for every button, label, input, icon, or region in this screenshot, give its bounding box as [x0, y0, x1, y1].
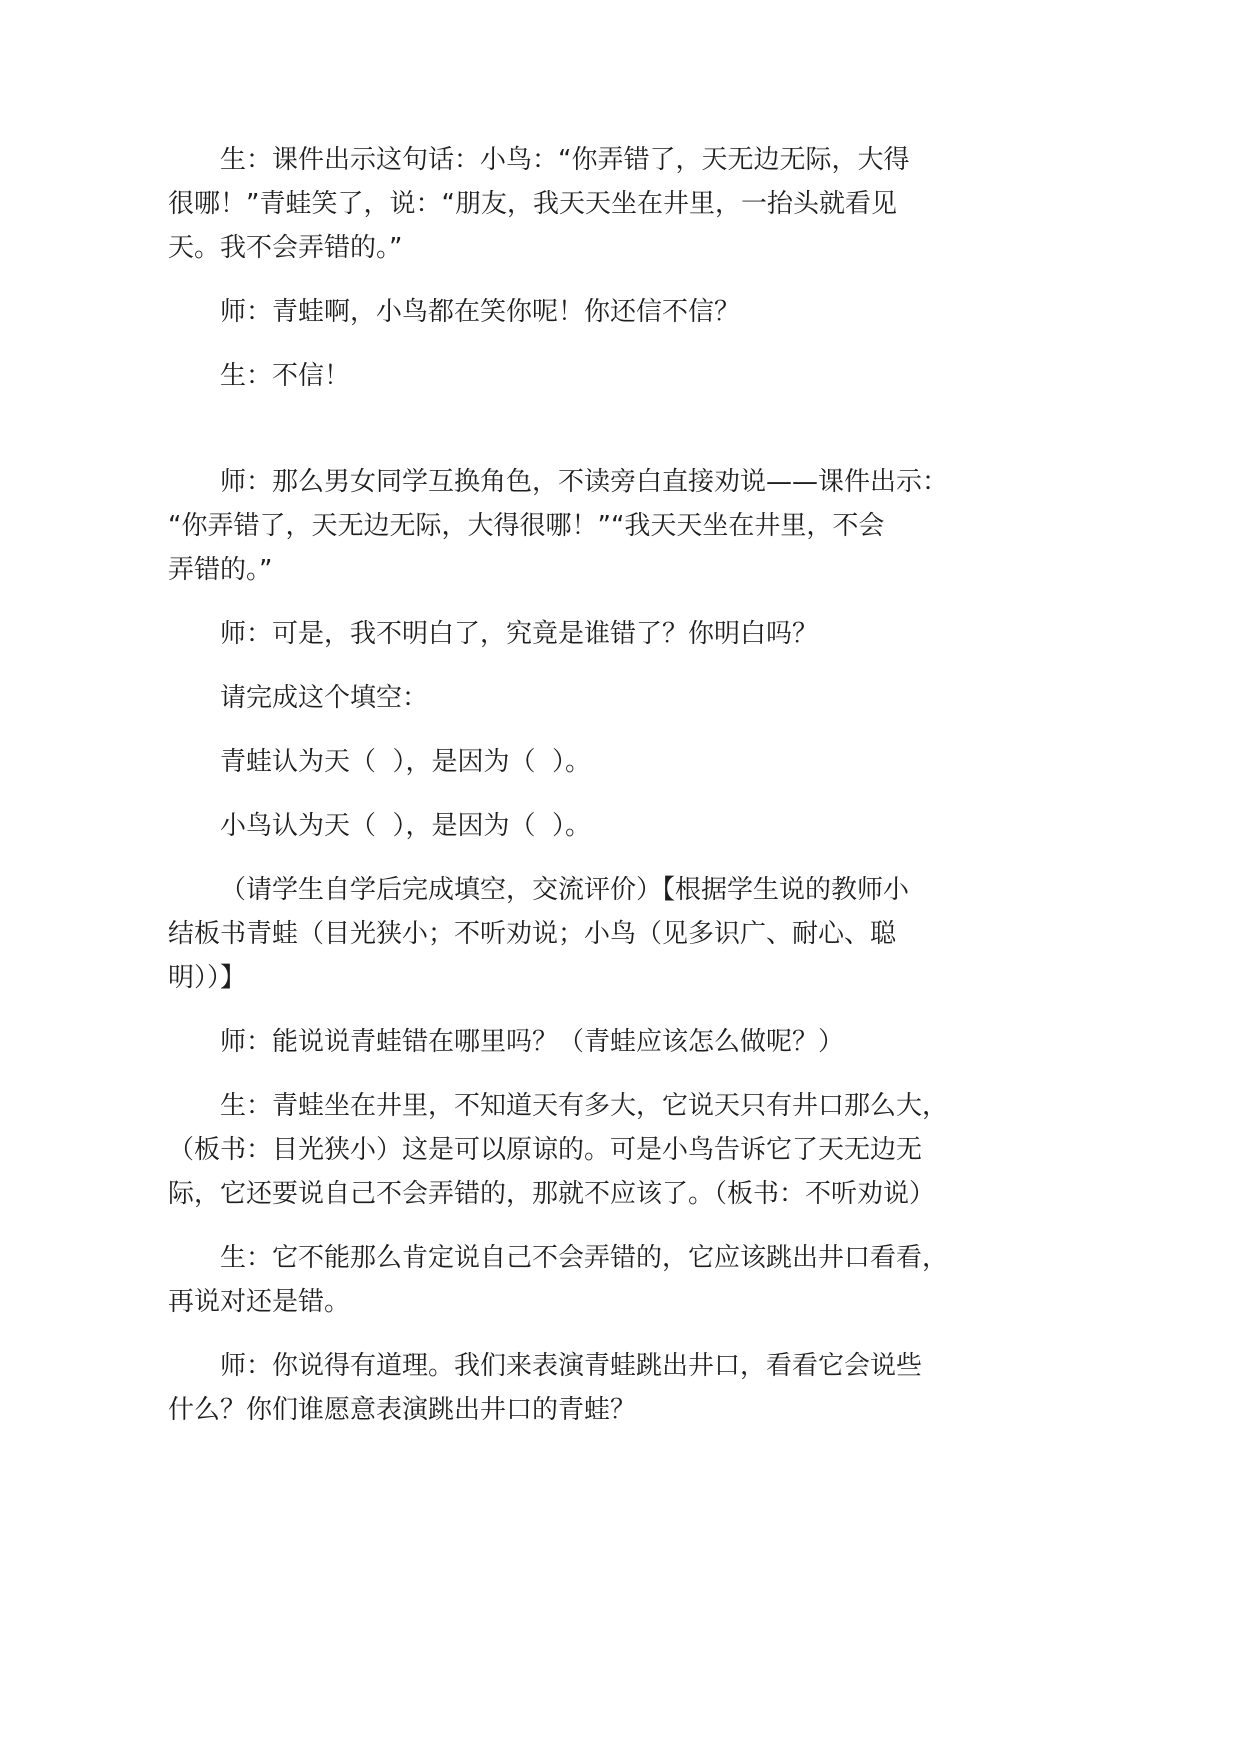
blank-line	[168, 418, 1241, 460]
text-line: （请学生自学后完成填空，交流评价）【根据学生说的教师小	[220, 875, 910, 905]
text-line: 什么？你们谁愿意表演跳出井口的青蛙？	[168, 1395, 637, 1425]
text-line: 师：你说得有道理。我们来表演青蛙跳出井口，看看它会说些	[220, 1351, 923, 1381]
text-line: 弄错的。”	[168, 555, 273, 585]
text-line: 生：它不能那么肯定说自己不会弄错的，它应该跳出井口看看，	[220, 1243, 949, 1273]
text-line: 师：那么男女同学互换角色，不读旁白直接劝说——课件出示：	[220, 467, 949, 497]
student-dialogue-paragraph	[168, 1236, 1241, 1324]
text-line: 小鸟认为天（ ），是因为（ ）。	[220, 811, 592, 841]
student-dialogue-paragraph	[168, 1084, 1241, 1216]
teacher-dialogue-paragraph	[168, 290, 1241, 334]
text-line: 明））】	[168, 963, 247, 993]
text-line: “你弄错了，天无边无际，大得很哪！”“我天天坐在井里，不会	[168, 511, 885, 541]
text-line: 青蛙认为天（ ），是因为（ ）。	[220, 747, 592, 777]
board-notes-paragraph	[168, 868, 1241, 1000]
teacher-dialogue-paragraph	[168, 1344, 1241, 1432]
text-line: 再说对还是错。	[168, 1287, 351, 1317]
fill-in-blank-item	[168, 804, 1241, 848]
text-line: 生：青蛙坐在井里，不知道天有多大，它说天只有井口那么大，	[220, 1091, 949, 1121]
text-line: 生：课件出示这句话：小鸟：“你弄错了，天无边无际，大得	[220, 145, 910, 175]
text-line: 结板书青蛙（目光狭小；不听劝说；小鸟（见多识广、耐心、聪	[168, 919, 897, 949]
student-dialogue-paragraph	[168, 354, 1241, 398]
fill-in-blank-item	[168, 740, 1241, 784]
text-line: 生：不信！	[220, 361, 351, 391]
text-line: 很哪！”青蛙笑了，说：“朋友，我天天坐在井里，一抬头就看见	[168, 189, 897, 219]
teacher-dialogue-paragraph	[168, 460, 1241, 592]
text-line: （板书：目光狭小）这是可以原谅的。可是小鸟告诉它了天无边无	[168, 1135, 923, 1165]
text-line: 际，它还要说自己不会弄错的，那就不应该了。（板书：不听劝说）	[168, 1179, 936, 1209]
instruction-paragraph	[168, 676, 1241, 720]
text-line: 请完成这个填空：	[220, 683, 429, 713]
text-line: 天。我不会弄错的。”	[168, 233, 403, 263]
text-line: 师：能说说青蛙错在哪里吗？（青蛙应该怎么做呢？）	[220, 1027, 845, 1057]
student-dialogue-paragraph	[168, 138, 1241, 270]
teacher-dialogue-paragraph	[168, 612, 1241, 656]
teacher-dialogue-paragraph	[168, 1020, 1241, 1064]
text-line: 师：可是，我不明白了，究竟是谁错了？你明白吗？	[220, 619, 819, 649]
text-line: 师：青蛙啊，小鸟都在笑你呢！你还信不信？	[220, 297, 741, 327]
